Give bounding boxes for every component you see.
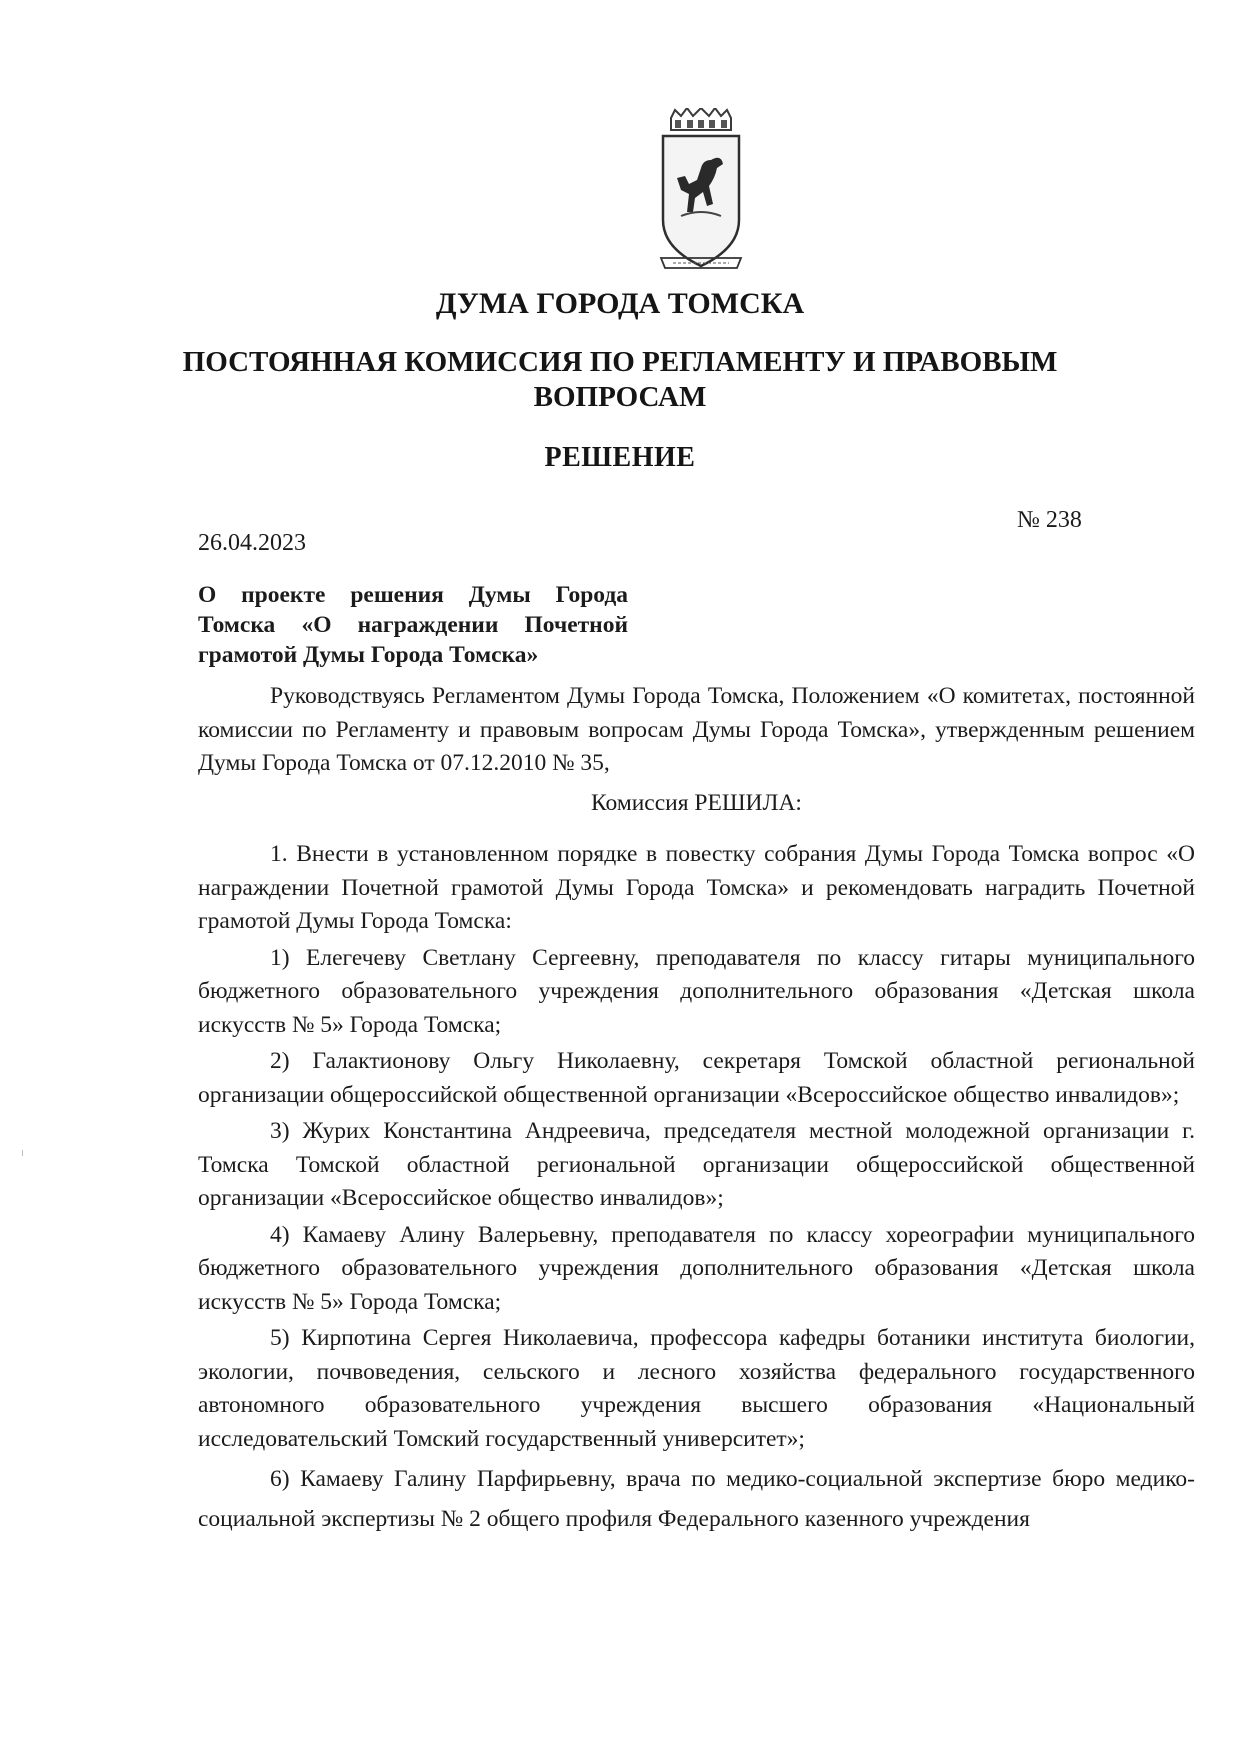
award-item: 3) Журих Константина Андреевича, председателя местной молодежной организации г. Томска Томской областной региональной организации общероссийской общественной организации «Всероссийское общество инвалидов»;	[198, 1118, 1195, 1211]
commission-title-line2: ВОПРОСАМ	[533, 381, 707, 413]
tomsk-coat-of-arms-icon	[651, 108, 751, 276]
document-body	[198, 680, 1195, 1542]
decision-subject: О проекте решения Думы Города Томска «О награждении Почетной грамотой Думы Города Томска»	[198, 582, 628, 668]
document-type: РЕШЕНИЕ	[544, 442, 696, 473]
commission-title-line1: ПОСТОЯННАЯ КОМИССИЯ ПО РЕГЛАМЕНТУ И ПРАВОВЫМ	[182, 346, 1058, 378]
award-item: 4) Камаеву Алину Валерьевну, преподавателя по классу хореографии муниципального бюджетного образовательного учреждения дополнительного образования «Детская школа искусств № 5» Города Томска;	[198, 1221, 1195, 1315]
preamble-paragraph: Руководствуясь Регламентом Думы Города Томска, Положением «О комитетах, постоянной комиссии по Регламенту и правовым вопросам Думы Города Томска», утвержденным решением Думы Города Томска от 07.12.2010 № 35,	[198, 683, 1195, 776]
commission-title	[0, 345, 1240, 415]
duma-title: ДУМА ГОРОДА ТОМСКА	[435, 287, 805, 320]
item-paragraph: 1. Внести в установленном порядке в повестку собрания Думы Города Томска вопрос «О награждении Почетной грамотой Думы Города Томска» и рекомендовать наградить Почетной грамотой Думы Города Томска:	[198, 841, 1195, 934]
award-item: 2) Галактионову Ольгу Николаевну, секретаря Томской областной региональной организации общероссийской общественной организации «Всероссийское общество инвалидов»;	[198, 1048, 1195, 1108]
decision-date: 26.04.2023	[198, 530, 306, 556]
resolved-heading: Комиссия РЕШИЛА:	[591, 789, 802, 816]
award-item: 6) Камаеву Галину Парфирьевну, врача по медико-социальной экспертизе бюро медико-социальной экспертизы № 2 общего профиля Федерального казенного учреждения	[198, 1466, 1195, 1532]
decision-number: № 238	[1017, 507, 1082, 533]
scan-mark	[22, 1150, 23, 1156]
award-item: 1) Елегечеву Светлану Сергеевну, преподавателя по классу гитары муниципального бюджетного образовательного учреждения дополнительного образования «Детская школа искусств № 5» Города Томска;	[198, 944, 1195, 1038]
award-item: 5) Кирпотина Сергея Николаевича, профессора кафедры ботаники института биологии, экологии, почвоведения, сельского и лесного хозяйства федерального государственного автономного образовательного учреждения высшего образования «Национальный исследовательский Томский государственный университет»;	[198, 1325, 1195, 1452]
